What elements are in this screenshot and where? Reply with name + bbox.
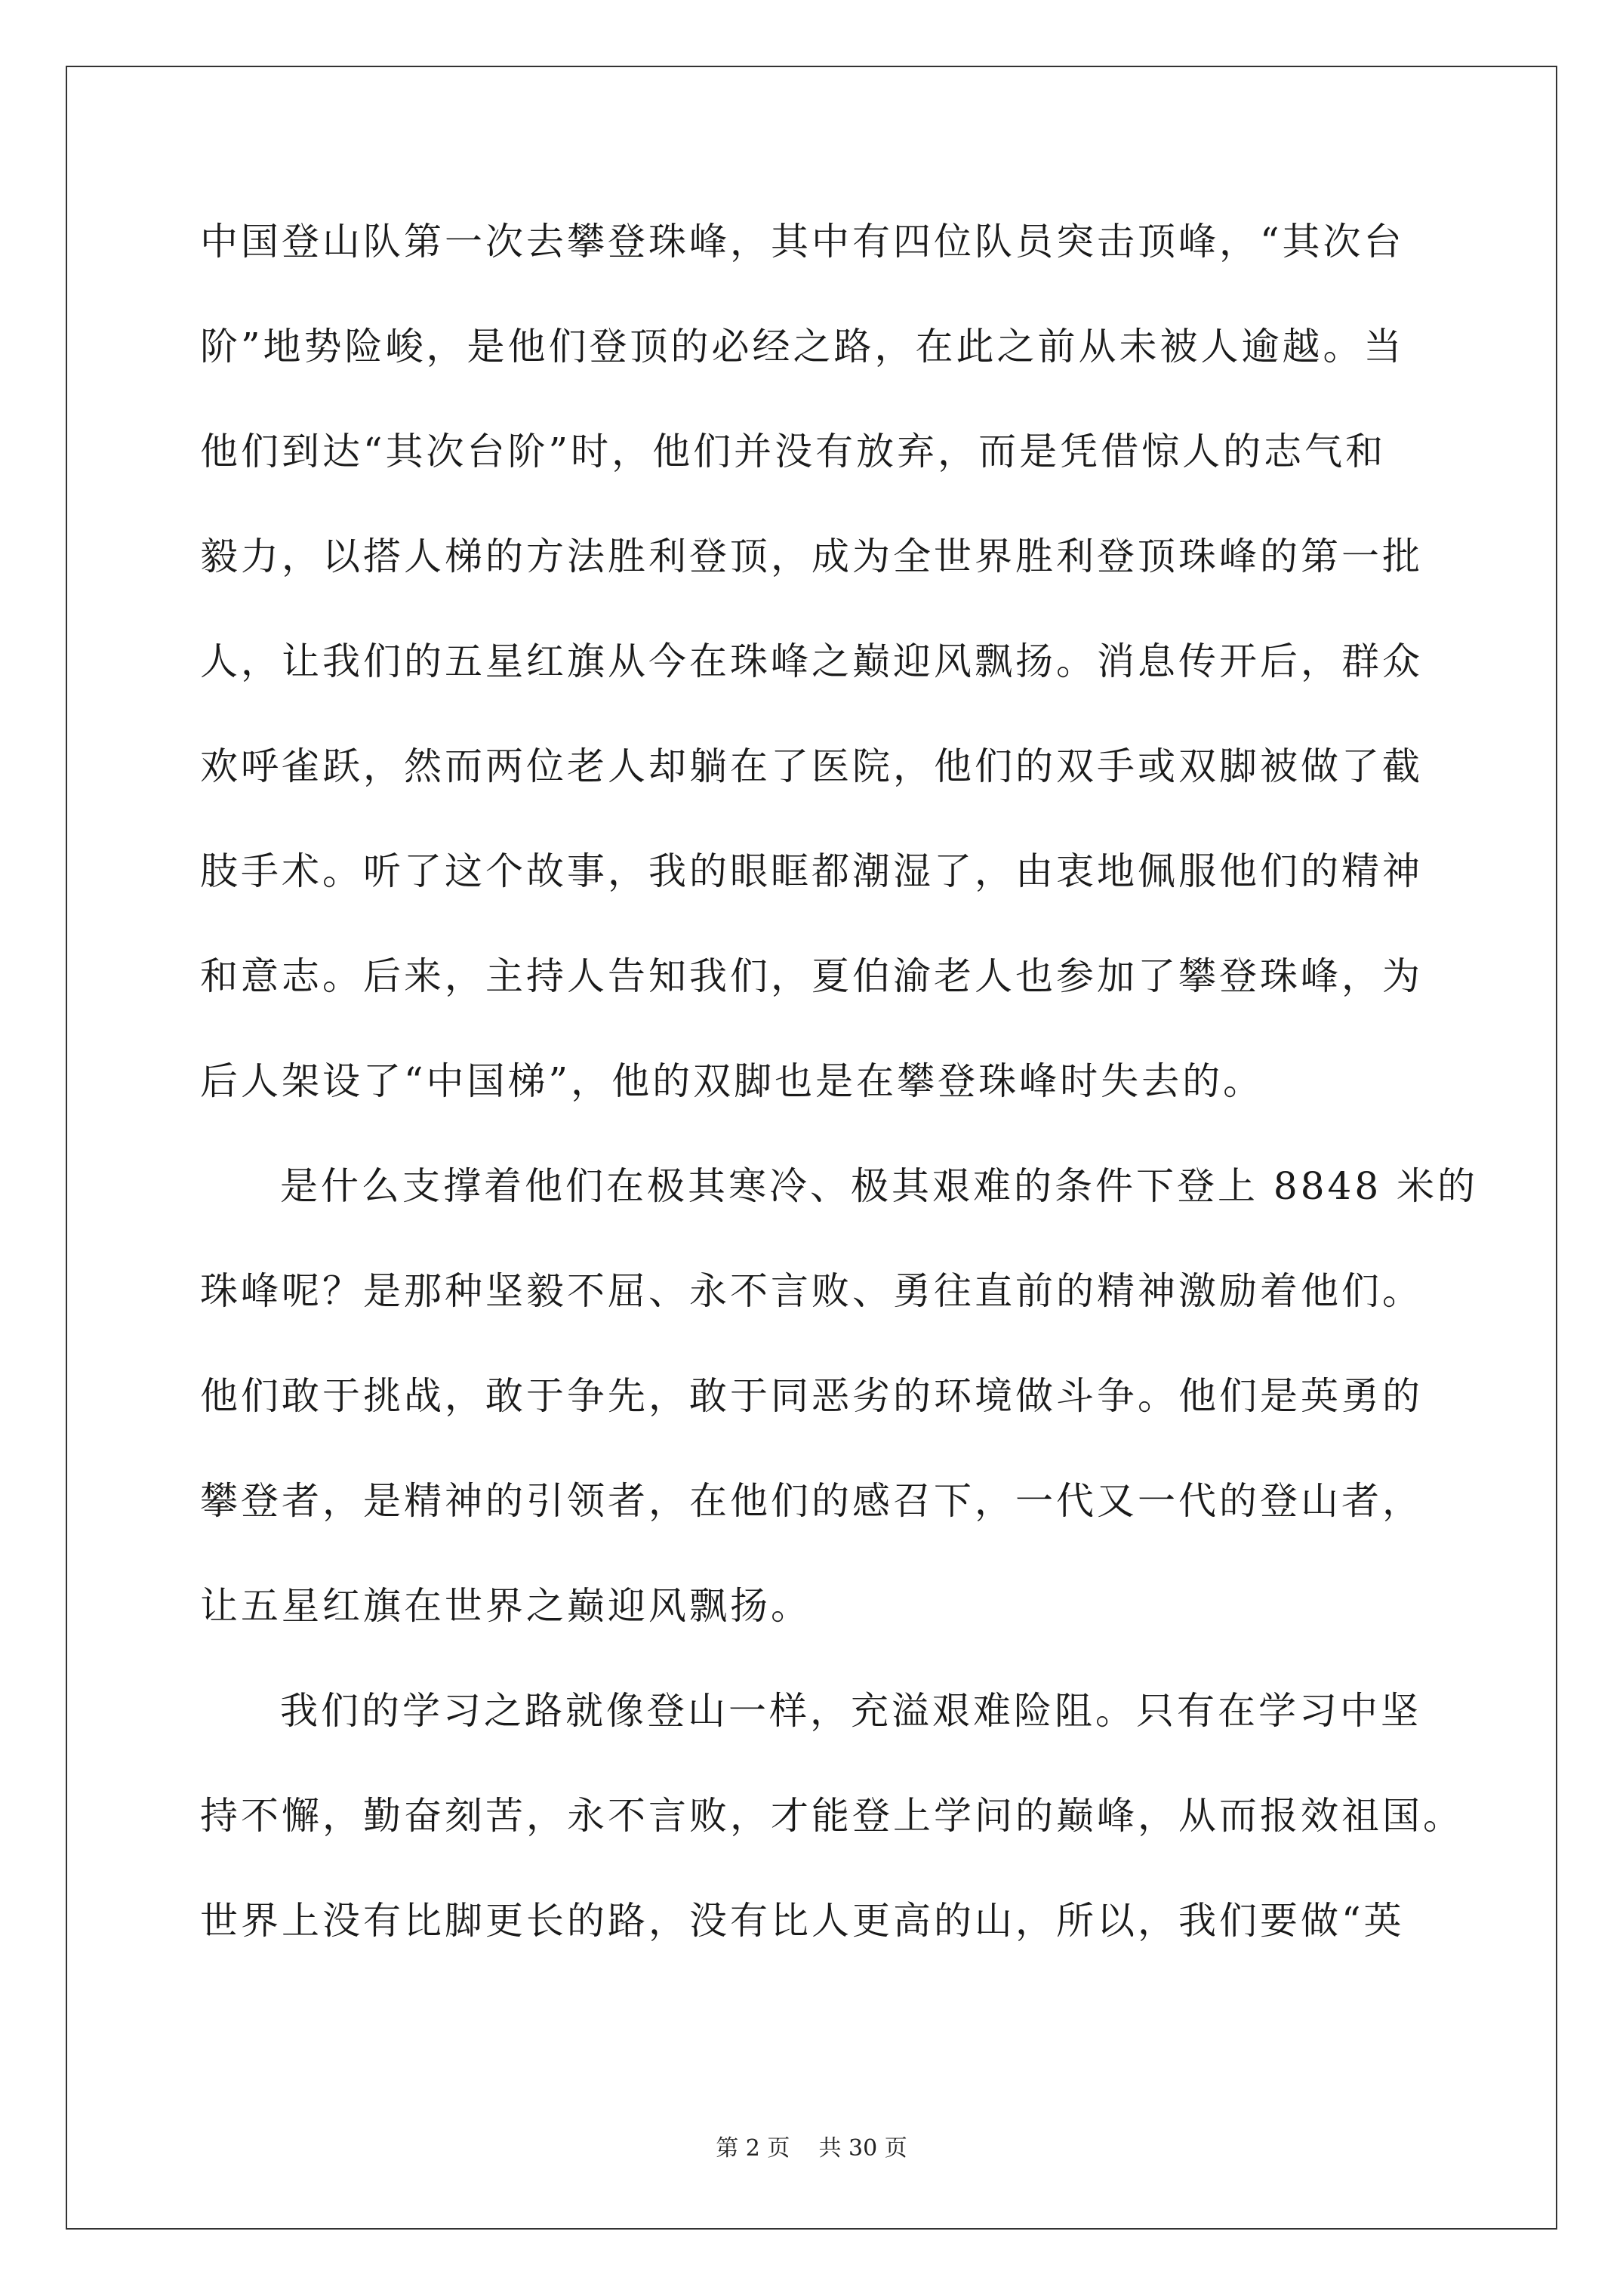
text-line: 攀登者，是精神的引领者，在他们的感召下，一代又一代的登山者， [200,1479,1423,1523]
text-line: 和意志。后来，主持人告知我们，夏伯渝老人也参加了攀登珠峰，为 [200,954,1423,998]
text-line: 他们敢于挑战，敢于争先，敢于同恶劣的环境做斗争。他们是英勇的 [200,1374,1423,1418]
text-line: 是什么支撑着他们在极其寒冷、极其艰难的条件下登上 8848 米的 [280,1164,1479,1208]
text-line: 阶”地势险峻，是他们登顶的必经之路，在此之前从未被人逾越。当 [200,325,1405,368]
text-line: 他们到达“其次台阶”时，他们并没有放弃，而是凭借惊人的志气和 [200,430,1387,473]
text-line: 持不懈，勤奋刻苦，永不言败，才能登上学问的巅峰，从而报效祖国。 [200,1794,1464,1838]
text-line: 中国登山队第一次去攀登珠峰，其中有四位队员突击顶峰，“其次台 [200,220,1405,264]
document-body [200,217,1479,2002]
page-footer: 第 2 页 共 30 页 [716,2135,907,2162]
text-line: 欢呼雀跃，然而两位老人却躺在了医院，他们的双手或双脚被做了截 [200,744,1423,788]
text-line: 世界上没有比脚更长的路，没有比人更高的山，所以，我们要做“英 [200,1899,1405,1943]
text-line: 我们的学习之路就像登山一样，充溢艰难险阻。只有在学习中坚 [280,1689,1421,1733]
text-line: 毅力，以搭人梯的方法胜利登顶，成为全世界胜利登顶珠峰的第一批 [200,535,1423,578]
text-line: 人，让我们的五星红旗从今在珠峰之巅迎风飘扬。消息传开后，群众 [200,639,1423,683]
text-line: 肢手术。听了这个故事，我的眼眶都潮湿了，由衷地佩服他们的精神 [200,849,1423,893]
text-line: 后人架设了“中国梯”，他的双脚也是在攀登珠峰时失去的。 [200,1059,1264,1103]
text-line: 让五星红旗在世界之巅迎风飘扬。 [200,1584,812,1628]
text-line: 珠峰呢？是那种坚毅不屈、永不言败、勇往直前的精神激励着他们。 [200,1269,1423,1313]
